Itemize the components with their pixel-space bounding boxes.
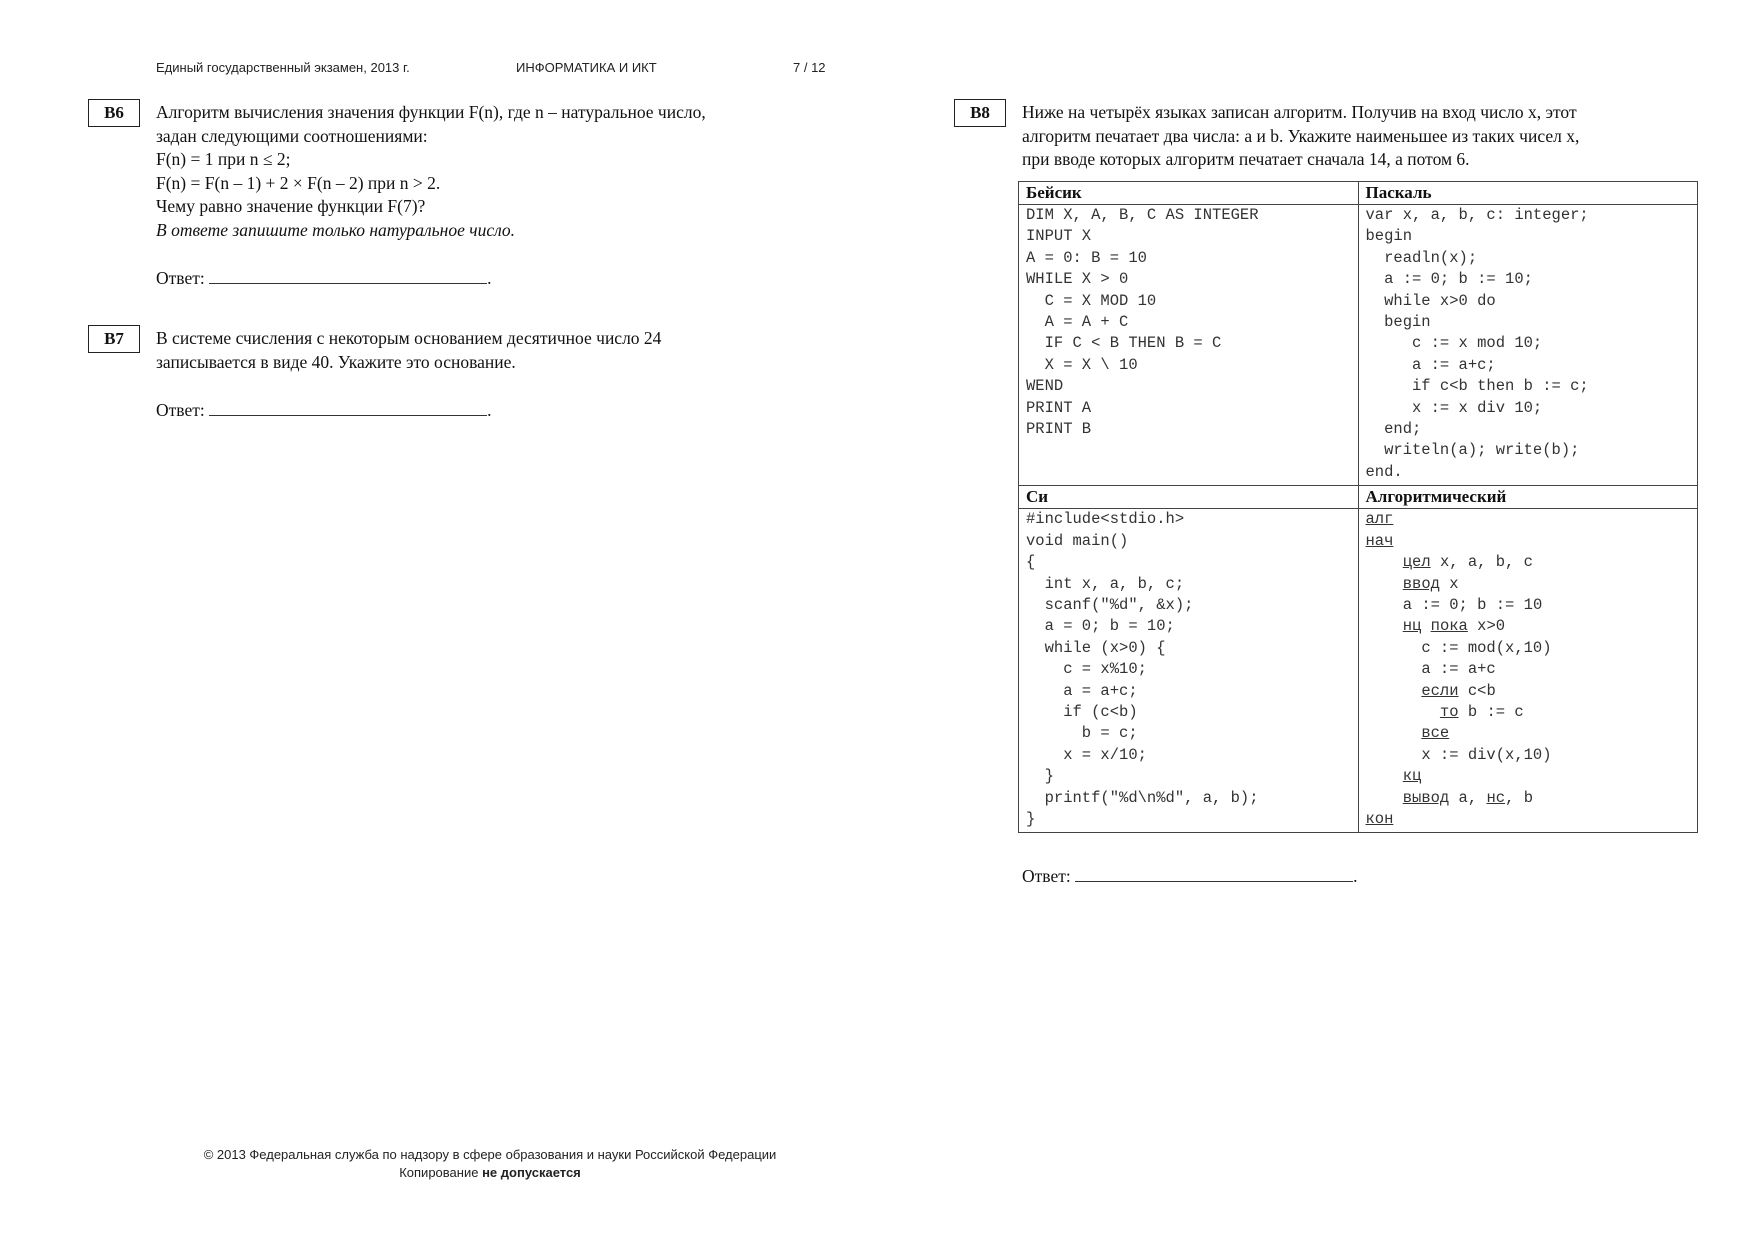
- task-b6-answer-field[interactable]: [209, 269, 487, 284]
- task-b8-line-3: при вводе которых алгоритм печатает сначала 14, а потом 6.: [1022, 149, 1470, 169]
- c-header: Си: [1019, 486, 1359, 509]
- alg-cell: [1358, 509, 1698, 833]
- alg-code: алг нач цел x, a, b, c ввод x a := 0; b := 10 нц пока x>0 c := mod(x,10) a := a+c если c<b то b := c все x := div(x,10) кц вывод a, нс, b кон: [1365, 510, 1552, 828]
- alg-to-stmt: b := c: [1467, 702, 1524, 721]
- alg-stmt-a: a := a+c: [1421, 660, 1496, 679]
- basic-header: Бейсик: [1019, 182, 1359, 205]
- task-b6-label: B6: [88, 99, 140, 127]
- alg-kw-alg: алг: [1365, 510, 1394, 529]
- basic-code: DIM X, A, B, C AS INTEGER INPUT X A = 0: B = 10 WHILE X > 0 C = X MOD 10 A = A + C IF C < B THEN B = C X = X \ 10 WEND PRINT A PRINT B: [1026, 206, 1259, 439]
- task-b7-text: [156, 327, 838, 374]
- alg-kw-cel: цел: [1402, 553, 1431, 572]
- task-b6-answer-label: Ответ:: [156, 268, 205, 288]
- alg-kw-kc: кц: [1402, 767, 1422, 786]
- task-b7-line-2: записывается в виде 40. Укажите это основание.: [156, 351, 516, 372]
- alg-kw-vse: все: [1421, 724, 1450, 743]
- alg-vvod-var: x: [1449, 574, 1459, 593]
- task-b8-answer-field[interactable]: [1075, 867, 1353, 882]
- alg-stmt-c: c := mod(x,10): [1421, 638, 1552, 657]
- footer-copy-prefix: Копирование: [399, 1165, 479, 1180]
- alg-esli-cond: c<b: [1467, 681, 1496, 700]
- alg-kw-vvod: ввод: [1402, 574, 1440, 593]
- header-subject: ИНФОРМАТИКА И ИКТ: [516, 60, 657, 75]
- c-cell: [1019, 509, 1359, 833]
- alg-vyvod-a: a,: [1458, 788, 1478, 807]
- task-b7-answer-label: Ответ:: [156, 400, 205, 420]
- pascal-code: var x, a, b, c: integer; begin readln(x); a := 0; b := 10; while x>0 do begin c := x mod 10; a := a+c; if c<b then b := c; x := x div 10; end; writeln(a); write(b); end.: [1365, 206, 1589, 481]
- task-b8-text: [1022, 101, 1704, 172]
- task-b7-answer-field[interactable]: [209, 401, 487, 416]
- task-b6-line-3: F(n) = 1 при n ≤ 2;: [156, 149, 291, 169]
- algorithm-table: [1018, 181, 1698, 833]
- alg-kw-vyvod: вывод: [1402, 788, 1450, 807]
- task-b6-line-1: Алгоритм вычисления значения функции F(n), где n – натуральное число,: [156, 102, 706, 122]
- task-b7-label: B7: [88, 325, 140, 353]
- alg-init: a := 0; b := 10: [1402, 595, 1543, 614]
- alg-kw-nach: нач: [1365, 531, 1394, 550]
- task-b6-line-5: Чему равно значение функции F(7)?: [156, 196, 426, 216]
- footer-copy-bold: не допускается: [482, 1165, 581, 1180]
- task-b8-answer-label: Ответ:: [1022, 866, 1071, 886]
- task-b7-answer: Ответ: .: [156, 400, 492, 420]
- header-exam: Единый государственный экзамен, 2013 г.: [156, 60, 410, 75]
- task-b6-line-2: задан следующими соотношениями:: [156, 125, 428, 146]
- task-b8-answer: Ответ: .: [1022, 866, 1358, 886]
- task-b8-line-2: алгоритм печатает два числа: a и b. Укажите наименьшее из таких чисел x,: [1022, 125, 1580, 146]
- alg-kw-esli: если: [1421, 681, 1459, 700]
- header-page-number: 7 / 12: [793, 60, 826, 75]
- c-code: #include<stdio.h> void main() { int x, a, b, c; scanf("%d", &x); a = 0; b = 10; while (x>0) { c = x%10; a = a+c; if (c<b) b = c; x = x/10; } printf("%d\n%d", a, b); }: [1026, 510, 1259, 828]
- alg-cond: x>0: [1477, 617, 1506, 636]
- footer-copyright: © 2013 Федеральная служба по надзору в сфере образования и науки Российской Федерации: [203, 1147, 777, 1162]
- pascal-cell: [1358, 205, 1698, 486]
- task-b6-text: [156, 101, 838, 242]
- alg-kw-ns: нс: [1486, 788, 1506, 807]
- alg-header: Алгоритмический: [1358, 486, 1698, 509]
- alg-stmt-x: x := div(x,10): [1421, 745, 1552, 764]
- alg-decl-vars: x, a, b, c: [1439, 553, 1533, 572]
- task-b8-line-1: Ниже на четырёх языках записан алгоритм. Получив на вход число x, этот: [1022, 102, 1577, 122]
- alg-kw-poka: пока: [1430, 617, 1468, 636]
- alg-kw-nc: нц: [1402, 617, 1422, 636]
- footer-copy-notice: [150, 1164, 830, 1182]
- alg-vyvod-b: b: [1523, 788, 1533, 807]
- task-b8-label: B8: [954, 99, 1006, 127]
- basic-cell: [1019, 205, 1359, 486]
- pascal-header: Паскаль: [1358, 182, 1698, 205]
- footer: [150, 1146, 830, 1182]
- alg-kw-kon: кон: [1365, 809, 1394, 828]
- task-b7-line-1: В системе счисления с некоторым основанием десятичное число 24: [156, 328, 662, 348]
- task-b6-line-4: F(n) = F(n – 1) + 2 × F(n – 2) при n > 2.: [156, 172, 441, 193]
- task-b6-answer: Ответ: .: [156, 268, 492, 288]
- task-b6-instruction: В ответе запишите только натуральное число.: [156, 219, 516, 240]
- alg-kw-to: то: [1439, 702, 1459, 721]
